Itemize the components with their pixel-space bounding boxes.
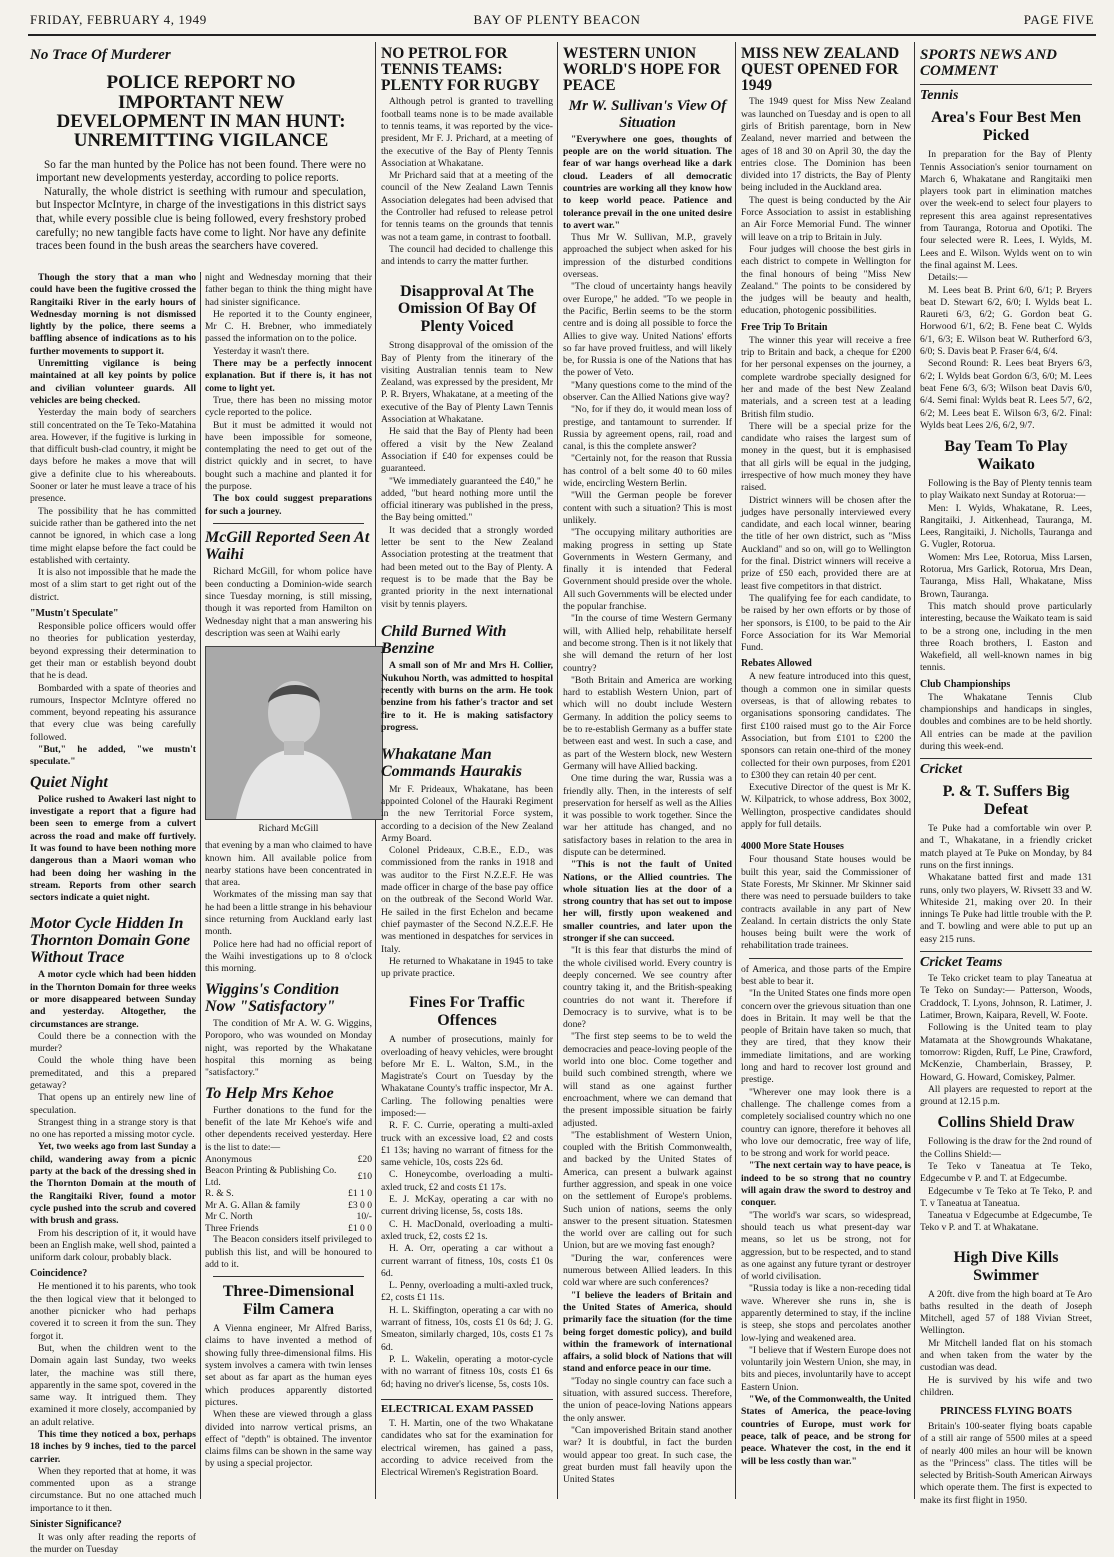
- paragraph: Unremitting vigilance is being maintained at all key points by police and civilian volunteer guards. All vehicles are being checked.: [30, 358, 196, 406]
- donor-name: Anonymous: [205, 1153, 252, 1165]
- paragraph: Thus Mr W. Sullivan, M.P., gravely approached the subject when asked for his impression of the disturbed conditions overseas.: [563, 232, 732, 281]
- paragraph: Second Round: R. Lees beat Bryers 6/3, 6/2; I. Wylds beat Gordon 6/3, 6/0; M. Lees beat Fene 6/3, 6/3; Wilson beat Davis 6/0, 6/4. Semi final: Wylds beat R. Lees 5/7, 6/2, 6/2; M. Lees beat E. Wilson 6/3, 6/2. Final: Wylds beat Lees 2/6, 6/2, 9/7.: [920, 358, 1092, 431]
- paragraph: "Russia today is like a non-receding tidal wave. Wherever she runs in, she is apparently determined to stay, if the incline is steep, she stops and percolates another low-lying and weakened area.: [741, 1283, 911, 1344]
- paragraph: The condition of Mr A. W. G. Wiggins, Poroporo, who was wounded on Monday night, was reported by the Whakatane hospital this morning as being "satisfactory.": [205, 1018, 372, 1079]
- paragraph: Yesterday the main body of searchers still concentrated on the Te Teko-Matahina area. However, if the fugitive is lurking in that difficult bush-clad country, it might be days before he makes a move that will give a definite clue to his whereabouts. Sooner or later he must leave a trace of his presence.: [30, 407, 196, 505]
- donation-amount: £1 1 0: [348, 1188, 372, 1200]
- paragraph: Four judges will choose the best girls in each district to compete in Wellington for the final honours of being "Miss New Zealand." The points to be considered by the judges will be beauty and health, education, photogenic possibilities.: [741, 243, 911, 317]
- paragraph: Details:—: [928, 272, 968, 284]
- paragraph: This match should prove particularly interesting, because the Waikato team is said to be a strong one, including in the men three Roach brothers, I. Easton and Wakefield, all well-known names in big tennis.: [920, 600, 1092, 674]
- paragraph: Mr F. Prideaux, Whakatane, has been appointed Colonel of the Hauraki Regiment in the new Territorial Force system, according to a decision of the New Zealand Army Board.: [381, 783, 553, 844]
- column-1: [26, 272, 200, 1556]
- article-headline: MISS NEW ZEALAND QUEST OPENED FOR 1949: [741, 45, 900, 94]
- portrait-photo: [205, 646, 383, 820]
- paragraph: Following is the Bay of Plenty tennis team to play Waikato next Sunday at Rotorua:—: [920, 477, 1092, 502]
- subheading: 4000 More State Houses: [741, 841, 844, 853]
- paragraph: Police here had had no official report of the Waihi investigations up to 8 o'clock this morning.: [205, 938, 372, 975]
- paragraph: "No, for if they do, it would mean loss of prestige, and tantamount to surrender. If Russia by agreement opens, rail, road and canal, is this the complete answer?: [563, 404, 732, 453]
- paragraph: "Certainly not, for the reason that Russia has control of a belt some 40 to 60 miles wide, encircling Western Berlin.: [563, 453, 732, 490]
- article-headline: Wiggins's Condition Now "Satisfactory": [205, 980, 340, 1015]
- article-headline: Fines For Traffic Offences: [409, 994, 525, 1030]
- paragraph: "I believe that if Western Europe does not voluntarily join Western Union, she may, in bits and pieces, involuntarily have to accept Eastern Union.: [741, 1344, 911, 1393]
- paragraph: Te Puke had a comfortable win over P. and T., Whakatane, in a friendly cricket match played at Te Puke on Monday, by 84 runs on the first innings.: [920, 823, 1092, 871]
- article-headline: To Help Mrs Kehoe: [205, 1084, 334, 1102]
- paragraph: "Will the German people be forever content with such a situation? This is most unlikely.: [563, 490, 732, 526]
- subheading: Sinister Significance?: [30, 1519, 122, 1531]
- paragraph: Could there be a connection with the murder?: [30, 1030, 196, 1055]
- paragraph: Men: I. Wylds, Whakatane, R. Lees, Rangitaiki, J. Aitkenhead, Tauranga, M. Lees, Rangitaiki, J. Nicholls, Tauranga and G. Vugler, Rotorua.: [920, 502, 1092, 551]
- paragraph: Workmates of the missing man say that he had been a little strange in his behaviour since returning from Auckland early last month.: [205, 889, 372, 938]
- article-headline: ELECTRICAL EXAM PASSED: [381, 1399, 553, 1415]
- column-4: [559, 42, 736, 1499]
- donor-name: Mr A. G. Allan & family: [205, 1199, 301, 1211]
- paragraph: "The establishment of Western Union, coupled with the British Commonwealth, and backed by the United States of America, can present a bulwark against further aggression, and speak in one voice on the settlement of Europe's problems. Such union of nations, seems the only answer to the present situation. Statesmen the world over are calling out for such Union, but are we moving fast enough?: [563, 1129, 732, 1252]
- paragraph: "Both Britain and America are working hard to establish Western Union, part of which will no doubt include Western Germany. In addition the policy seems to be to re-establish Germany as a buffer state between east and west. In such a case, and as part of the Western block, new Western Germany will have Allied backing.: [563, 674, 732, 772]
- paragraph: "But," he added, "we mustn't speculate.": [30, 743, 196, 768]
- paragraph: He said that the Bay of Plenty had been offered a visit by the New Zealand Association if £40 for expenses could be guaranteed.: [381, 426, 553, 475]
- issue-date: FRIDAY, FEBRUARY 4, 1949: [30, 12, 207, 27]
- paragraph: The Beacon considers itself privileged to publish this list, and will be honoured to add to it.: [205, 1234, 372, 1271]
- paragraph: Following is the draw for the 2nd round of the Collins Shield:—: [920, 1136, 1092, 1160]
- article-headline: Quiet Night: [30, 773, 108, 791]
- paragraph: R. F. C. Currie, operating a multi-axled truck with an excessive load, £2 and costs £1 13s; having no warrant of fitness for the same vehicle, 10s, costs 22s 6d.: [381, 1120, 553, 1169]
- article-headline: P. & T. Suffers Big Defeat: [942, 783, 1070, 819]
- paragraph: Women: Mrs Lee, Rotorua, Miss Larsen, Rotorua, Mrs Garlick, Rotorua, Mrs Dean, Tauranga, Miss Hall, Whakatane, Miss Brown, Tauranga.: [920, 551, 1092, 600]
- divider: [749, 958, 903, 959]
- paragraph: Yet, two weeks ago from last Sunday a child, wandering away from a picnic party at the back of the dressing shed in the Thornton Domain at the mouth of the Rangitaiki River, found a motor cycle pushed into the scrub and covered with brush and grass.: [30, 1141, 196, 1227]
- paragraph: Bombarded with a spate of theories and rumours, Inspector McIntyre offered no comment, beyond repeating his assurance that every clue was being carefully followed.: [30, 682, 196, 743]
- paragraph: Following is the United team to play Matamata at the Showgrounds Whakatane, tomorrow: Rigden, Ruff, Le Pine, Crawford, McKenzie, Chamberlain, Brassey, P. Howard, G. Howard, Comiskey, Palmer.: [920, 1022, 1092, 1083]
- paragraph: Executive Director of the quest is Mr K. W. Kilpatrick, to whose address, Box 3002, Wellington, prospective candidates should apply for full details.: [741, 782, 911, 831]
- paragraph: "Can impoverished Britain stand another war? It is doubtful, in fact the burden would appear too great. In such case, the great burden must fall heavily upon the United States: [563, 1424, 732, 1486]
- paragraph: "Today no single country can face such a situation, with assured success. Therefore, the union of peace-loving Nations appears the only answer.: [563, 1375, 732, 1424]
- paragraph: M. Lees beat B. Print 6/0, 6/1; P. Bryers beat D. Stewart 6/2, 6/0; I. Wylds beat L. Raureti 6/3, 6/2; G. Gordon beat G. Horwood 6/1, 6/2; B. Fene beat C. Wylds 6/1, 6/3; E. Wilson beat W. Rutherford 6/3, 6/0; S. Davis beat P. Fraser 6/4, 6/4.: [920, 284, 1092, 358]
- paragraph: "We immediately guaranteed the £40," he added, "but heard nothing more until the official itinerary was published in the press, the Bay being omitted.": [381, 475, 553, 524]
- column-3: [377, 42, 557, 1499]
- paragraph: "We, of the Commonwealth, the United States of America, the peace-loving countries of Europe, must work for peace, talk of peace, and be strong for peace. Whatever the cost, in the end it will be less costly than war.": [741, 1394, 911, 1467]
- paragraph: night and Wednesday morning that their father began to think the thing might have had sinister significance.: [205, 272, 372, 308]
- section-label: Cricket Teams: [920, 951, 1092, 970]
- paragraph: H. A. Orr, operating a car without a current warrant of fitness, 10s, costs £1 0s 6d.: [381, 1243, 553, 1279]
- paragraph: The box could suggest preparations for such a journey.: [205, 493, 372, 517]
- paragraph: Te Teko cricket team to play Taneatua at Te Teko on Sunday:— Patterson, Woods, Craddock, T. Lyons, Johnson, R. Latimer, J. Latimer, Brown, Kaipara, Revell, W. Foote.: [920, 973, 1092, 1022]
- paragraph: A motor cycle which had been hidden in the Thornton Domain for three weeks or more disappeared between Sunday and yesterday. Altogether, the circumstances are strange.: [30, 969, 196, 1030]
- paragraph: When these are viewed through a glass divided into narrow vertical prisms, an effect of "depth" is obtained. The inventor claims films can be shown in the same way by using a special projector.: [205, 1409, 372, 1470]
- paragraph: C. Honeycombe, overloading a multi-axled truck, £2 and costs £1 17s.: [381, 1169, 553, 1193]
- paragraph: A 20ft. dive from the high board at Te Aro baths resulted in the death of Joseph Mitchell, aged 57 of 188 Vivian Street, Wellington.: [920, 1288, 1092, 1337]
- paragraph: The Whakatane Tennis Club championships and handicaps in singles, doubles and combines are to be held shortly. All entries can be made at the pavilion during this week-end.: [920, 691, 1092, 752]
- paragraph: He is survived by his wife and two children.: [920, 1374, 1092, 1398]
- paragraph: The qualifying fee for each candidate, to be raised by her own efforts or by those of her sponsors, is £100, to be paid to the Air Force Association for its War Memorial Fund.: [741, 592, 911, 654]
- paragraph: Four thousand State houses would be built this year, said the Commissioner of State Forests, Mr Skinner. Mr Skinner said there was need to persuade builders to take contracts available in any part of New Zealand. In certain districts the only State houses being built were the work of rehabilitation trade trainees.: [741, 854, 911, 952]
- donation-amount: £20: [357, 1153, 372, 1165]
- paragraph: "Many questions come to the mind of the observer. Can the Allied Nations give way?: [563, 379, 732, 403]
- paragraph: "The first step seems to be to weld the democracies and peace-loving people of the world into one bloc. Come together and build such combined strength, where we will stand as one against further encroachment, where we can demand that the present impossible situation be fairly adjusted.: [563, 1031, 732, 1129]
- paragraph: In preparation for the Bay of Plenty Tennis Association's senior tournament on March 6, Whakatane and Rangitaiki men players took part in elimination matches over the week-end to select four players to represent this area against representatives from Tauranga, Rotorua and Opotiki. The four selected were R. Lees, I. Wylds, M. Lees and E. Wilson. Wylds went on to win the final against M. Lees.: [920, 149, 1092, 271]
- paragraph: "The occupying military authorities are making progress in setting up State Governments in Western Germany, and finally it is intended that Federal Government should preside over the whole. All such Governments will be elected under the popular franchise.: [563, 527, 732, 613]
- donation-amount: £3 0 0: [348, 1199, 372, 1211]
- paragraph: Edgecumbe v Te Teko at Te Teko, P. and T. v Taneatua at Taneatua.: [920, 1185, 1092, 1209]
- paragraph: Britain's 100-seater flying boats capable of a still air range of 5500 miles at a speed of nearly 400 miles an hour will be known as the "Princess" class. The titles will be selected by British-South American Airways which operate them. The first is expected to make its first flight in 1950.: [920, 1420, 1092, 1506]
- paragraph: "The world's war scars, so widespread, should teach us what present-day war means, so let us be strong, not for aggression, but to be respected, and to stand as one against any future tyrant or destroyer of world civilisation.: [741, 1209, 911, 1283]
- article-headline: PRINCESS FLYING BOATS: [940, 1406, 1072, 1418]
- paragraph: He reported it to the County engineer, Mr C. H. Brebner, who immediately passed the information on to the police.: [205, 308, 372, 345]
- paragraph: That opens up an entirely new line of speculation.: [30, 1092, 196, 1116]
- table-row: [205, 1211, 372, 1223]
- paragraph: "The cloud of uncertainty hangs heavily over Europe," he added. "To we people in the Pacific, Berlin seems to be the storm centre and is doing all possible to force the Allies to give way. United Nations' efforts so far have proved fruitless, and will likely be, for Russia is one of the Nations that has the power of Veto.: [563, 281, 732, 379]
- paragraph: Responsible police officers would offer no theories for publication yesterday, beyond expressing their determination to get their man or establish beyond doubt that he is dead.: [30, 621, 196, 682]
- paragraph: From his description of it, it would have been an English make, well shod, painted a uniform dark colour, probably black.: [30, 1227, 196, 1264]
- paragraph: "In the course of time Western Germany will, with Allied help, rehabilitate herself and become strong. Then is it not likely that she will demand the return of her lost country?: [563, 613, 733, 674]
- donations-table: [205, 1154, 372, 1235]
- paragraph: "I believe the leaders of Britain and the United States of America, should primarily face the situation (for the time being forget domestic policy), and build within the framework of international affairs, a solid block of Nations that will stand and enforce peace in our time.: [563, 1289, 732, 1375]
- paragraph: One time during the war, Russia was a friendly ally. Then, in the interests of self preservation for herself as well as the Allies it was possible to work together. Since the war her attitude has changed, and no satisfactory bases in relation to the area in dispute can be determined.: [563, 773, 732, 858]
- paragraph: L. Penny, overloading a multi-axled truck, £2, costs £1 11s.: [381, 1280, 553, 1304]
- paragraph: Richard McGill, for whom police have been conducting a Dominion-wide search since Tuesday morning, is still missing, though it was reported from Hamilton on Wednesday night that a man answering his description was seen at Waihi early: [205, 566, 372, 639]
- lead-paragraph: So far the man hunted by the Police has not been found. There were no important new developments yesterday, according to police reports.: [36, 158, 366, 185]
- column-6: [916, 42, 1096, 1506]
- paragraph: He mentioned it to his parents, who took the then logical view that it belonged to another picnicker who had perhaps covered it to screen it from the sun. They forgot it.: [30, 1281, 196, 1342]
- table-row: [205, 1165, 372, 1188]
- paragraph: Colonel Prideaux, C.B.E., E.D., was commissioned from the ranks in 1918 and was auditor to the First N.Z.E.F. He was made officer in charge of the base pay office on the outbreak of the Second World War. He sailed in the first Echelon and became chief paymaster of the Second N.Z.E.F. He was mentioned in despatches for services in Italy.: [381, 845, 553, 955]
- paragraph: E. J. McKay, operating a car with no current driving license, 5s, costs 18s.: [381, 1194, 553, 1218]
- paragraph: T. H. Martin, one of the two Whakatane candidates who sat for the examination for electrical wiremen, has gained a pass, according to advice received from the Electrical Wiremen's Registration Board.: [381, 1418, 553, 1479]
- subheading: Rebates Allowed: [741, 658, 812, 670]
- paragraph: There may be a perfectly innocent explanation. But if there is, it has not come to light yet.: [205, 358, 372, 394]
- article-headline: NO PETROL FOR TENNIS TEAMS: PLENTY FOR RUGBY: [381, 45, 540, 94]
- article-headline: Child Burned With Benzine: [381, 622, 507, 658]
- donation-amount: £1 0 0: [348, 1222, 372, 1234]
- paragraph: When they reported that at home, it was commented upon as a strange circumstance. But no one attached much importance to it then.: [30, 1465, 196, 1514]
- article-headline: Whakatane Man Commands Haurakis: [381, 746, 522, 781]
- paragraph: Strangest thing in a strange story is that no one has reported a missing motor cycle.: [30, 1116, 196, 1141]
- paragraph: A Vienna engineer, Mr Alfred Bariss, claims to have invented a method of showing fully three-dimensional films. His system involves a camera with twin lenses set about as far apart as the human eyes which produces apparently distorted pictures.: [205, 1323, 372, 1408]
- article-headline: WESTERN UNION WORLD'S HOPE FOR PEACE: [563, 45, 721, 94]
- section-label: Cricket: [920, 758, 1092, 777]
- paragraph: The quest is being conducted by the Air Force Association to assist in establishing an Air Force Memorial Fund. The winner will leave on a trip to Britain in July.: [741, 194, 911, 243]
- article-headline: High Dive Kills Swimmer: [953, 1248, 1059, 1284]
- subheading: Coincidence?: [30, 1268, 88, 1280]
- section-header: SPORTS NEWS AND COMMENT: [920, 47, 1057, 80]
- paragraph: Taneatua v Edgecumbe at Edgecumbe, Te Teko v P. and T. at Whakatane.: [920, 1210, 1092, 1234]
- paragraph: Yesterday it wasn't there.: [213, 345, 310, 357]
- paragraph: The council had decided to challenge this and intends to carry the matter further.: [381, 243, 553, 268]
- paragraph: Though the story that a man who could have been the fugitive crossed the Rangitaiki River in the early hours of Wednesday morning is not dismissed lightly by the police, there seems a baffling absence of indications as to his further movements to support it.: [30, 272, 196, 357]
- lead-kicker: No Trace Of Murderer: [30, 47, 171, 63]
- paragraph: There will be a special prize for the candidate who raises the largest sum of money in the quest, but it is emphasised that all girls will be equal in the judging, irrespective of how much money they have raised.: [741, 420, 911, 494]
- paragraph: It is also not impossible that he made the most of a slim start to get right out of the district.: [30, 567, 196, 603]
- newspaper-name: BAY OF PLENTY BEACON: [473, 12, 641, 27]
- donation-amount: 10/-: [356, 1211, 372, 1223]
- paragraph: "It is this fear that disturbs the mind of the whole civilised world. Every country is deeply concerned. We see country after country taking it, and the British-speaking countries do not want it. Therefore if Democracy is to survive, what is to be done?: [563, 945, 732, 1031]
- column-5: [737, 42, 915, 1499]
- subheading: Club Championships: [920, 678, 1011, 690]
- article-headline: Disapproval At The Omission Of Bay Of Plenty Voiced: [397, 282, 537, 336]
- donor-name: Beacon Printing & Publishing Co. Ltd.: [205, 1165, 337, 1188]
- paragraph: Whakatane batted first and made 131 runs, only two players, W. Rivsett 33 and W. Whiteside 21, making over 20. In their innings Te Puke had little trouble with the P. and T. bowling and were able to put up an easy 215 runs.: [920, 872, 1092, 945]
- paragraph: "This is not the fault of United Nations, or the Allied countries. The whole situation lies at the door of a strong country that has set out to impose her will, firstly upon weakened and smaller countries, and later upon the stronger if she can succeed.: [563, 859, 732, 945]
- donor-name: Three Friends: [205, 1222, 259, 1234]
- table-row: [205, 1188, 372, 1200]
- paragraph: A new feature introduced into this quest, though a common one in similar quests overseas, is that of allowing rebates to organisations sponsoring candidates. The first £100 raised must go to the Air Force Association, but from £101 to £200 the sponsors can retain one-third of the money collected for their own purposes, from £201 to £300 they can retain 40 per cent.: [741, 671, 911, 781]
- paragraph: All players are requested to report at the ground at 12.15 p.m.: [920, 1083, 1092, 1108]
- portrait-figure: [206, 647, 382, 819]
- paragraph: Mr Prichard said that at a meeting of the council of the New Zealand Lawn Tennis Association delegates had been advised that the Controller had refused to release petrol for tennis teams on the grounds that tennis was not a team game, in contrast to football.: [381, 170, 553, 243]
- divider: [213, 1276, 364, 1277]
- article-subheadline: Mr W. Sullivan's View Of Situation: [568, 98, 727, 131]
- paragraph: that evening by a man who claimed to have known him. All available police from nearby stations have been concentrated in that area.: [205, 840, 372, 889]
- paragraph: "The next certain way to have peace, is indeed to be so strong that no country will again draw the sword to destroy and conquer.: [741, 1160, 911, 1209]
- paragraph: This time they noticed a box, perhaps 18 inches by 9 inches, tied to the parcel carrier.: [30, 1429, 196, 1465]
- column-2: [200, 272, 376, 1499]
- table-row: [205, 1200, 372, 1212]
- paragraph: Police rushed to Awakeri last night to investigate a report that a figure had been seen to emerge from a culvert across the road and make off furtively. It was found to have been nothing more dangerous than a Maori woman who had been doing her washing in the stream. Reports from other search sectors indicate a quiet night.: [30, 793, 196, 904]
- paragraph: "Wherever one may look there is a challenge. The challenge comes from a completely socialised country which no one country can ignore, therefore it behoves all who love our democratic, free way of life, to be strong and work for world peace.: [741, 1086, 911, 1160]
- article-headline: Three-Dimensional Film Camera: [222, 1283, 355, 1319]
- section-label: Tennis: [920, 84, 1092, 103]
- page-number: PAGE FIVE: [1023, 12, 1094, 27]
- article-headline: Bay Team To Play Waikato: [944, 438, 1068, 474]
- article-headline: Area's Four Best Men Picked: [930, 109, 1082, 145]
- paragraph: of America, and those parts of the Empire best able to bear it.: [741, 963, 911, 987]
- paragraph: "In the United States one finds more open concern over the grievous situation than one does in Britain. It may well be that the people of Britain have taken so much, that they are tired, that they know their immediate limitations, and are working long and hard to recover lost ground and prestige.: [741, 988, 911, 1086]
- paragraph: It was only after reading the reports of the murder on Tuesday: [30, 1532, 196, 1556]
- paragraph: Strong disapproval of the omission of the Bay of Plenty from the itinerary of the visiting Australian tennis team to New Zealand, was expressed by the president, Mr P. R. Bryers, Whakatane, at a meeting of the executive of the Bay of Plenty Lawn Tennis Association at Whakatane.: [381, 340, 553, 426]
- paragraph: P. L. Wakelin, operating a motor-cycle with no warrant of fitness 10s, costs £1 6s 6d; having no driver's license, 5s, costs 10s.: [381, 1353, 553, 1390]
- paragraph: A small son of Mr and Mrs H. Collier, Nukuhou North, was admitted to hospital recently with burns on the arm. He took benzine from his father's tractor and set fire to it. He is making satisfactory progress.: [381, 660, 553, 733]
- paragraph: But, when the children went to the Domain again last Sunday, two weeks later, the machine was still there, apparently in the same spot, covered in the same way. It intrigued them. They examined it more closely, accompanied by an adult relative.: [30, 1342, 196, 1428]
- donation-amount: £10: [357, 1171, 372, 1183]
- paragraph: The winner this year will receive a free trip to Britain and back, a cheque for £200 for her personal expenses on the journey, a complete wardrobe specially designed for her and made of the best New Zealand materials, and a screen test at a leading British film studio.: [741, 334, 911, 420]
- divider: [213, 523, 364, 524]
- paragraph: Further donations to the fund for the benefit of the late Mr Kehoe's wife and other dependents received yesterday. Here is the list to date:—: [205, 1104, 372, 1153]
- paragraph: Te Teko v Taneatua at Te Teko, Edgecumbe v P. and T. at Edgecumbe.: [920, 1160, 1092, 1185]
- paragraph: Although petrol is granted to travelling football teams none is to be made available to tennis teams, it was reported by the vice-president, Mr F. J. Prichard, at a meeting of the executive of the Bay of Plenty Tennis Association at Whakatane.: [381, 96, 553, 169]
- table-row: [205, 1154, 372, 1166]
- table-row: [205, 1223, 372, 1235]
- paragraph: He returned to Whakatane in 1945 to take up private practice.: [381, 955, 553, 980]
- paragraph: True, there has been no missing motor cycle reported to the police.: [205, 394, 372, 419]
- article-headline: McGill Reported Seen At Waihi: [205, 528, 370, 564]
- masthead-rule: [28, 34, 1096, 36]
- paragraph: The possibility that he has committed suicide rather than be gathered into the net cannot be ignored, in which case a long time might elapse before the fact could be established with certainty.: [30, 505, 196, 566]
- column-rule: [557, 42, 558, 1499]
- paragraph: District winners will be chosen after the judges have personally interviewed every candidate, and each local winner, bearing the title of her own district, such as "Miss Auckland" and so on, will go to Wellington for the final. District winners will receive a prize of £50 each, provided there are at least five competitors in that district.: [741, 494, 911, 592]
- donor-name: Mr C. North: [205, 1211, 253, 1223]
- lead-paragraph: Naturally, the whole district is seething with rumour and speculation, but Inspector McIntyre, in charge of the investigations in this district says that, while every possible clue is being followed, every freshstory probed carefully; no new tangible facts have come to light. Nor have any definite traces been found in the bush areas the searchers have covered.: [36, 185, 366, 253]
- subheading: Free Trip To Britain: [741, 321, 828, 333]
- paragraph: H. L. Skiffington, operating a car with no warrant of fitness, 10s, costs £1 0s 6d; J. G. Smeaton, similarly charged, 10s, costs £1 7s 6d.: [381, 1304, 553, 1353]
- donor-name: R. & S.: [205, 1188, 234, 1200]
- photo-caption: Richard McGill: [258, 824, 319, 835]
- article-headline: Motor Cycle Hidden In Thornton Domain Gone Without Trace: [30, 914, 191, 967]
- lead-headline: POLICE REPORT NO IMPORTANT NEW DEVELOPMENT IN MAN HUNT: UNREMITTING VIGILANCE: [56, 72, 346, 152]
- paragraph: C. H. MacDonald, overloading a multi-axled truck, £2, costs £2 1s.: [381, 1218, 553, 1242]
- paragraph: "Everywhere one goes, thoughts of people are on the world situation. The fear of war hangs overhead like a dark cloud. Leaders of all democratic countries are working all they know how to keep world peace. Patience and tolerance prevail in the one united desire to avert war.": [563, 133, 732, 231]
- paragraph: The 1949 quest for Miss New Zealand was launched on Tuesday and is open to all girls of British parentage, born in New Zealand, never married and between the ages of 18 and 30 on April 30, the day the entries close. The Dominion has been divided into 17 districts, the Bay of Plenty being included in the Auckland area.: [741, 96, 911, 194]
- paragraph: But it must be admitted it would not have been impossible for someone, contemplating the need to get out of the district quickly and in secret, to have bought such a machine and planted it for the purpose.: [205, 419, 372, 493]
- paragraph: A number of prosecutions, mainly for overloading of heavy vehicles, were brought before Mr E. L. Walton, S.M., in the Magistrate's Court on Tuesday by the Whakatane County's traffic inspector, Mr A. Carling. The following penalties were imposed:—: [381, 1034, 553, 1119]
- article-headline: Collins Shield Draw: [937, 1114, 1075, 1132]
- paragraph: Could the whole thing have been premeditated, and this a prepared getaway?: [30, 1055, 196, 1091]
- paragraph: Mr Mitchell landed flat on his stomach and when taken from the water by the custodian was dead.: [920, 1337, 1092, 1374]
- masthead: [0, 0, 1114, 38]
- paragraph: "During the war, conferences were numerous between Allied leaders. In this cold war where are such conferences?: [563, 1252, 732, 1289]
- subheading: "Mustn't Speculate": [30, 608, 119, 620]
- paragraph: It was decided that a strongly worded letter be sent to the New Zealand Association protesting at the treatment that had been meted out to the Bay of Plenty. A request is to be made that the Bay be granted priority in the next international visit by tennis players.: [381, 524, 553, 610]
